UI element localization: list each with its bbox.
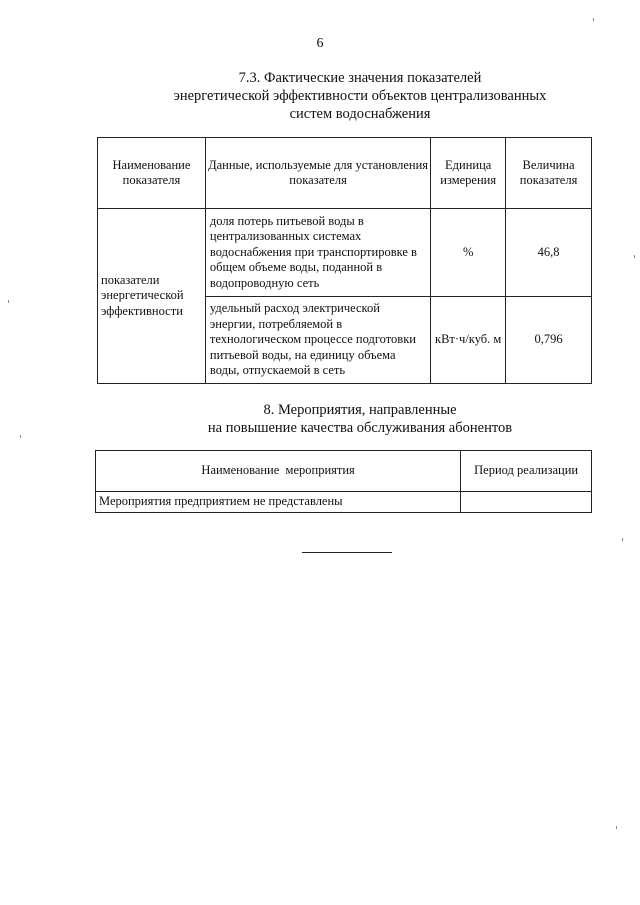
section-8-title-line-1: 8. Мероприятия, направленные [263,402,457,418]
header-indicator-name: Наименование показателя [98,138,206,209]
measure-name: Мероприятия предприятием не представлены [96,492,461,513]
table-header-row [96,451,592,492]
header-value: Величина показателя [506,138,592,209]
indicator-value: 46,8 [506,209,592,297]
section-8-title-line-2: на повышение качества обслуживания абонентов [207,420,513,436]
section-7-3-title-line-1: 7.3. Фактические значения показателей [238,70,482,86]
indicator-unit: кВт·ч/куб. м [431,297,506,384]
scan-artifact [634,255,635,258]
section-7-3-title-line-2: энергетической эффективности объектов централизованных [173,88,547,104]
indicator-value: 0,796 [506,297,592,384]
scan-artifact [622,538,623,541]
scan-artifact [8,300,9,303]
measure-period [461,492,592,513]
table-row [96,492,592,513]
scan-artifact [616,826,617,829]
section-8-title [100,401,620,437]
indicator-group-name: показатели энергетической эффективности [98,209,206,384]
section-7-3-title [100,69,620,123]
section-7-3-title-line-3: систем водоснабжения [289,106,431,122]
indicator-description: удельный расход электрической энергии, потребляемой в технологическом процессе подготовки питьевой воды, на единицу объема воды, отпускаемой в сеть [205,297,430,384]
header-unit: Единица измерения [431,138,506,209]
indicator-unit: % [431,209,506,297]
page-number: 6 [316,36,324,51]
efficiency-indicators-table [97,137,592,384]
scan-artifact [593,18,594,21]
table-header-row [98,138,592,209]
scan-artifact [20,435,21,438]
indicator-description: доля потерь питьевой воды в централизованных системах водоснабжения при транспортировке в общем объеме воды, поданной в водопроводную сеть [205,209,430,297]
measures-table [95,450,592,513]
closing-rule [302,552,392,553]
header-measure-name: Наименование мероприятия [96,451,461,492]
header-period: Период реализации [461,451,592,492]
table-row [98,209,592,297]
header-data-used: Данные, используемые для установления показателя [205,138,430,209]
